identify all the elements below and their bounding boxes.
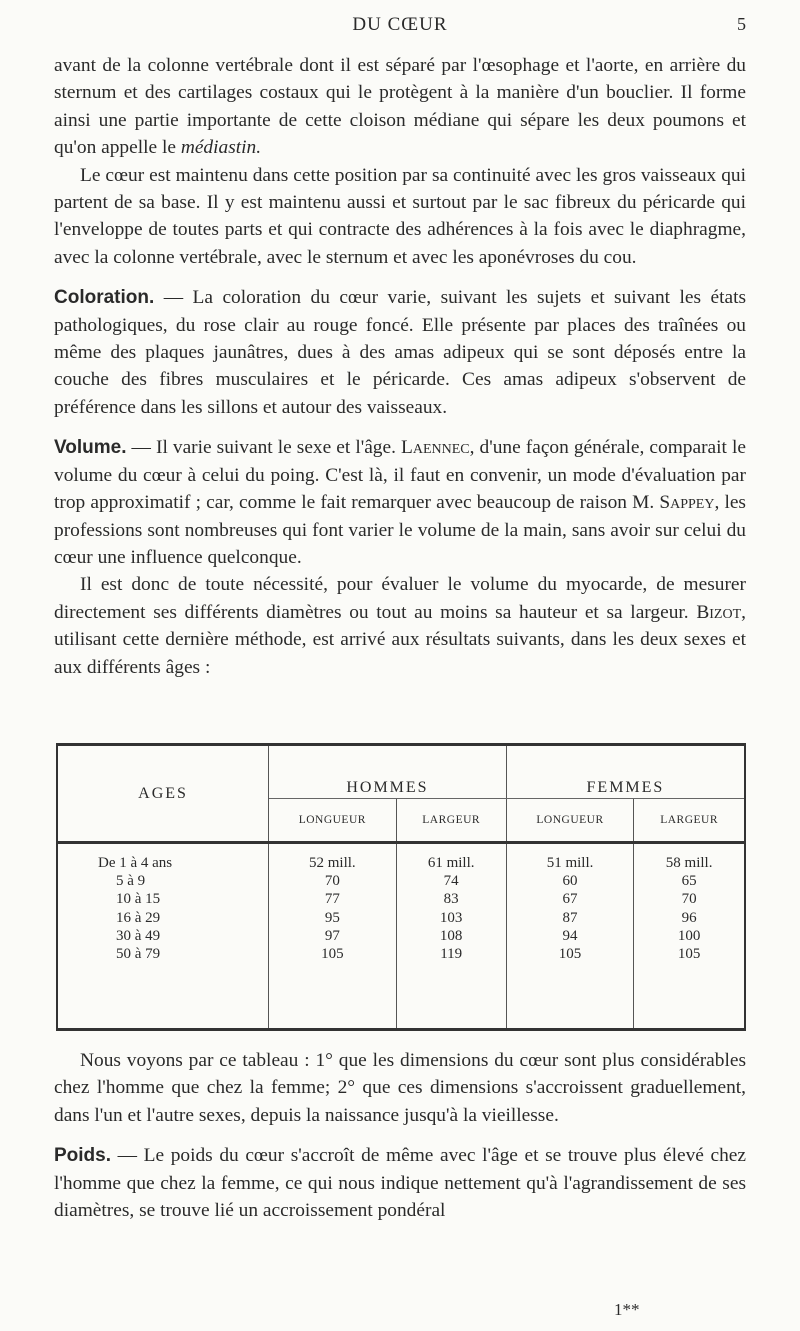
femmes-longueur-column: 51 mill. 60 67 87 94 105	[506, 843, 633, 1030]
paragraph-maintien: Le cœur est maintenu dans cette position par sa continuité avec les gros vaisseaux qui partent de sa base. Il y est maintenu aussi et surtout par le sac fibreux du péricarde qui l'enveloppe de toutes parts et qui contracte des adhérences à la fois avec le diaphragme, avec la colonne vertébrale, avec le sternum et avec les aponévroses du cou.	[54, 164, 746, 268]
term-mediastin: médiastin.	[180, 137, 262, 159]
text-block-bottom	[54, 1047, 746, 1224]
paragraph-volume: Volume. — Il varie suivant le sexe et l'âge. Laennec, d'une façon générale, comparait le volume du cœur à celui du poing. C'est là, il faut en convenir, un mode d'évaluation par trop approximatif ; car, comme le fait remarquer avec beaucoup de raison M. Sappey, les professions sont nombreuses qui font varier le volume de la main, sans avoir sur celui du cœur une influence quelconque.	[54, 437, 746, 568]
hommes-largeur-column: 61 mill. 74 83 103 108 119	[396, 843, 506, 1030]
femmes-header: FEMMES	[506, 745, 745, 799]
paragraph-conclusion: Nous voyons par ce tableau : 1° que les dimensions du cœur sont plus considérables chez l'homme que chez la femme; 2° que ces dimensions s'accroissent graduellement, dans l'un et l'autre sexes, depuis la naissance jusqu'à la vieillesse.	[54, 1050, 746, 1126]
hommes-longueur-column: 52 mill. 70 77 95 97 105	[269, 843, 396, 1030]
ages-header: AGES	[57, 745, 269, 843]
heading-volume: Volume.	[54, 437, 127, 459]
paragraph-coloration: Coloration. — La coloration du cœur varie, suivant les sujets et suivant les états pathologiques, du rose clair au rouge foncé. Elle présente par places des traînées ou même des plaques jaunâtres, dues à des amas adipeux qui se sont déposés entre la couche des fibres musculaires et le péricarde. Ces amas adipeux s'observent de préférence dans les sillons et autour des vaisseaux.	[54, 287, 746, 418]
signature-mark: 1**	[614, 1300, 640, 1319]
paragraph-bizot: Il est donc de toute nécessité, pour évaluer le volume du myocarde, de mesurer directement ses différents diamètres ou tout au moins sa hauteur et sa largeur. Bizot, utilisant cette dernière méthode, est arrivé aux résultats suivants, dans les deux sexes et aux différents âges :	[54, 574, 746, 678]
femmes-longueur-header: LONGUEUR	[506, 799, 633, 843]
author-bizot: Bizot	[696, 601, 742, 623]
running-title: DU CŒUR	[352, 14, 448, 35]
author-sappey: Sappey	[659, 492, 715, 514]
text-block-top	[54, 52, 746, 681]
paragraph-poids: Poids. — Le poids du cœur s'accroît de même avec l'âge et se trouve plus élevé chez l'homme que chez la femme, ce qui nous indique nettement qu'à l'agrandissement de ses diamètres, se trouve lié un accroissement pondéral	[54, 1145, 746, 1222]
dimensions-table	[56, 743, 746, 1031]
ages-column: De 1 à 4 ans 5 à 9 10 à 15 16 à 29 30 à 49 50 à 79	[57, 843, 269, 1030]
hommes-longueur-header: LONGUEUR	[269, 799, 396, 843]
hommes-header: HOMMES	[269, 745, 507, 799]
heading-coloration: Coloration.	[54, 287, 155, 309]
hommes-largeur-header: LARGEUR	[396, 799, 506, 843]
author-laennec: Laennec	[401, 437, 470, 459]
heading-poids: Poids.	[54, 1145, 112, 1167]
page-number: 5	[737, 14, 746, 34]
femmes-largeur-column: 58 mill. 65 70 96 100 105	[634, 843, 745, 1030]
femmes-largeur-header: LARGEUR	[634, 799, 745, 843]
paragraph-mediastin: avant de la colonne vertébrale dont il est séparé par l'œsophage et l'aorte, en arrière du sternum et des cartilages costaux qui le protègent à la manière d'un bouclier. Il forme ainsi une partie importante de cette cloison médiane qui sépare les deux poumons et qu'on appelle le médiastin.	[54, 55, 746, 159]
